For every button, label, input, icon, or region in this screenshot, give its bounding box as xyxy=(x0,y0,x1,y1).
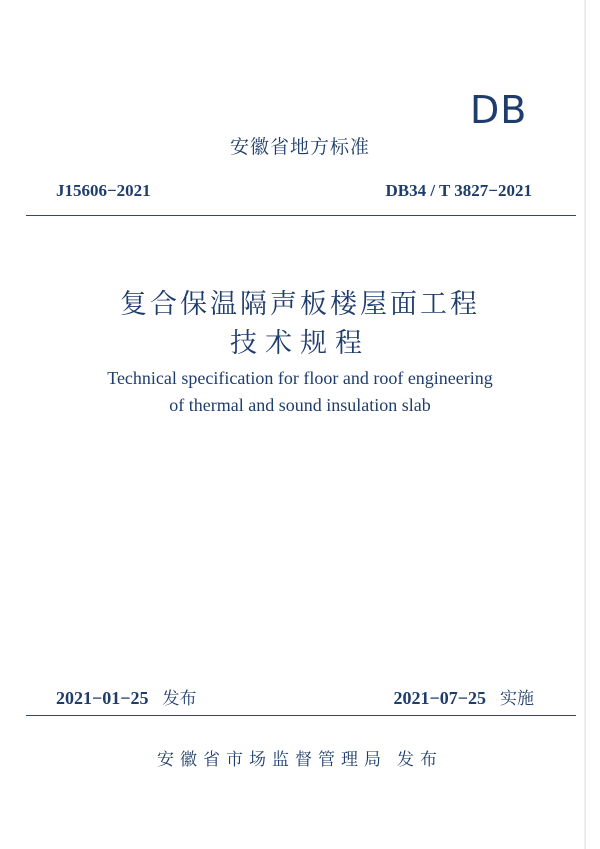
page-edge xyxy=(584,0,586,849)
implement-date-row xyxy=(393,684,534,709)
title-en-line1: Technical specification for floor and roof engineering xyxy=(107,368,493,388)
filing-code: J15606−2021 xyxy=(56,181,151,200)
title-cn-line1: 复合保温隔声板楼屋面工程 xyxy=(120,289,480,320)
standard-code: DB34 / T 3827−2021 xyxy=(385,181,532,200)
db-mark: DB xyxy=(470,88,528,132)
issuer-verb: 发布 xyxy=(397,750,443,770)
issuer-name: 安徽省市场监督管理局 xyxy=(157,750,387,770)
title-en-line2: of thermal and sound insulation slab xyxy=(169,395,431,415)
publish-date: 2021−01−25 xyxy=(56,688,149,708)
bottom-divider xyxy=(26,715,576,716)
title-cn-line2: 技术规程 xyxy=(230,328,370,359)
publish-date-row xyxy=(56,684,197,709)
publish-label: 发布 xyxy=(162,689,197,709)
standard-type: 安徽省地方标准 xyxy=(229,136,370,158)
issuer-line xyxy=(0,745,600,770)
implement-date: 2021−07−25 xyxy=(393,688,486,708)
implement-label: 实施 xyxy=(500,689,534,709)
top-divider xyxy=(26,215,576,216)
